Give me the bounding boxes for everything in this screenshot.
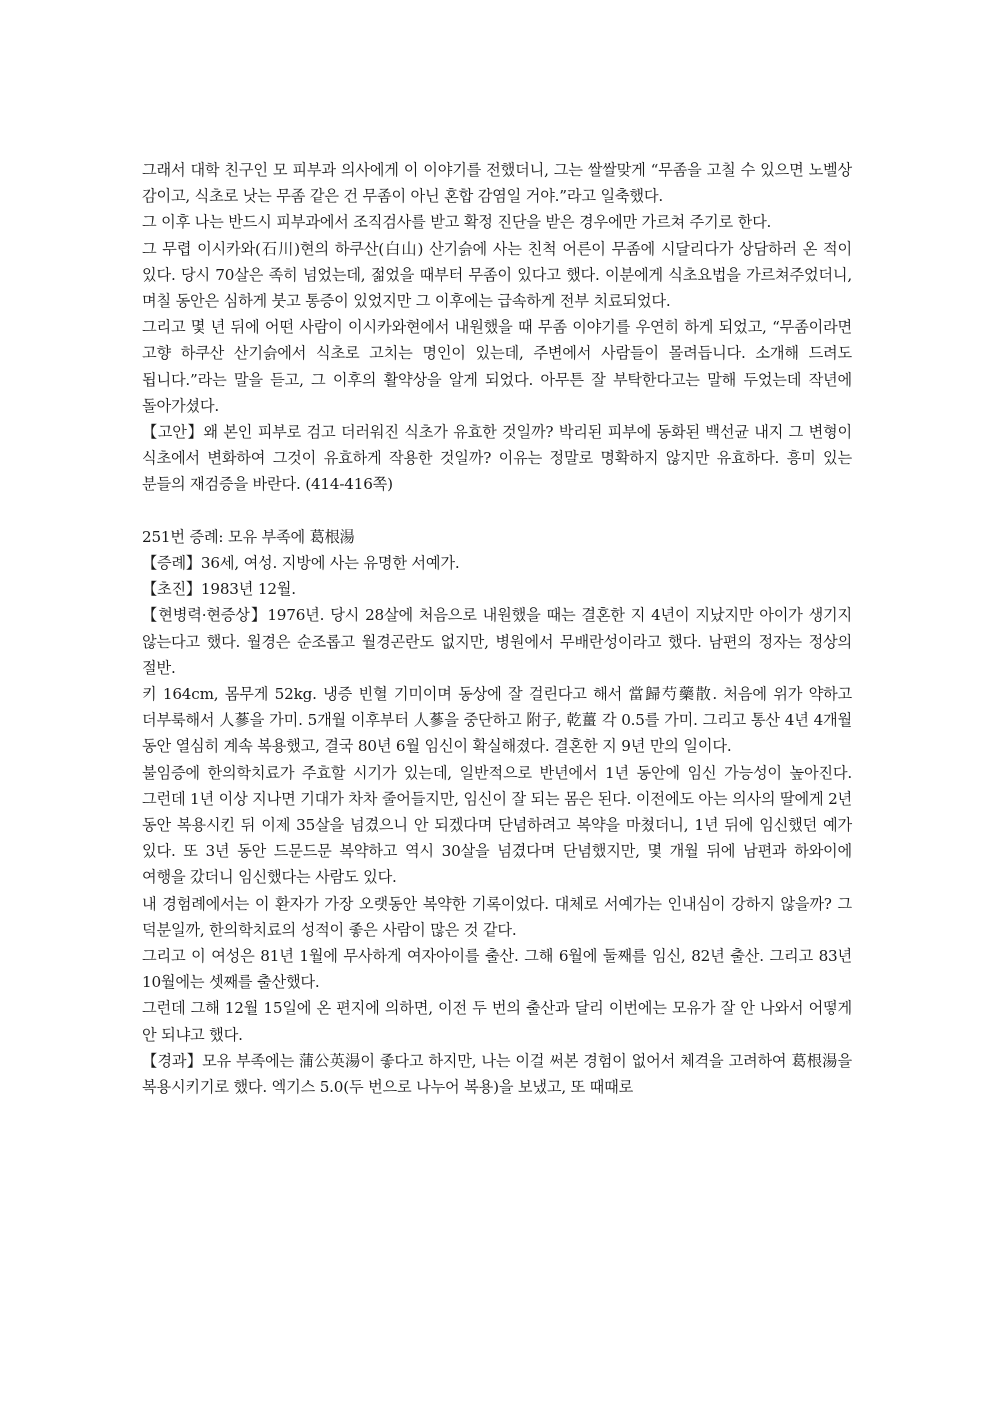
case-history: 【현병력·현증상】1976년. 당시 28살에 처음으로 내원했을 때는 결혼한 지 4년이 지났지만 아이가 생기지 않는다고 했다. 월경은 순조롭고 월경곤란도 없지만, 병원에서 무배란성이라고 했다. 남편의 정자는 정상의 절반. — [142, 606, 852, 677]
case-body-and-treatment: 키 164cm, 몸무게 52kg. 냉증 빈혈 기미이며 동상에 잘 걸린다고 해서 當歸芍藥散. 처음에 위가 약하고 더부룩해서 人蔘을 가미. 5개월 이후부터 人蔘을 중단하고 附子, 乾薑 각 0.5를 가미. 그리고 통산 4년 4개월 동안 열심히 계속 복용했고, 결국 80년 6월 임신이 확실해졌다. 결혼한 지 9년 만의 일이다. — [142, 685, 852, 756]
case-progress: 【경과】모유 부족에는 蒲公英湯이 좋다고 하지만, 나는 이걸 써본 경험이 없어서 체격을 고려하여 葛根湯을 복용시키기로 했다. 엑기스 5.0(두 번으로 나누어 복용)을 보냈고, 또 때때로 — [142, 1051, 852, 1097]
case-heading: 251번 증례: 모유 부족에 葛根湯 — [142, 527, 355, 546]
paragraph-births: 그리고 이 여성은 81년 1월에 무사하게 여자아이를 출산. 그해 6월에 둘째를 임신, 82년 출산. 그리고 83년 10월에는 셋째를 출산했다. — [142, 947, 852, 992]
paragraph-letter: 그런데 그해 12월 15일에 온 편지에 의하면, 이전 두 번의 출산과 달리 이번에는 모유가 잘 안 나와서 어떻게 안 되냐고 했다. — [142, 999, 852, 1044]
paragraph-longest-record: 내 경험례에서는 이 환자가 가장 오랫동안 복약한 기록이었다. 대체로 서예가는 인내심이 강하지 않을까? 그 덕분일까, 한의학치료의 성적이 좋은 사람이 많은 것 같다. — [142, 894, 852, 939]
document-page — [142, 157, 852, 1100]
paragraph-consideration: 【고안】왜 본인 피부로 검고 더러워진 식초가 유효한 것일까? 박리된 피부에 동화된 백선균 내지 그 변형이 식초에서 변화하여 그것이 유효하게 작용한 것일까? 이유는 정말로 명확하지 않지만 유효하다. 흥미 있는 분들의 재검증을 바란다. (414-416쪽) — [142, 423, 852, 494]
paragraph-biopsy-rule: 그 이후 나는 반드시 피부과에서 조직검사를 받고 확정 진단을 받은 경우에만 가르쳐 주기로 한다. — [142, 213, 772, 232]
case-first-visit: 【초진】1983년 12월. — [142, 580, 296, 599]
paragraph-relative-case: 그 무렵 이시카와(石川)현의 하쿠산(白山) 산기슭에 사는 친척 어른이 무좀에 시달리다가 상담하러 온 적이 있다. 당시 70살은 족히 넘었는데, 젊었을 때부터 무좀이 있다고 했다. 이분에게 식초요법을 가르쳐주었더니, 며칠 동안은 심하게 붓고 통증이 있었지만 그 이후에는 급속하게 전부 치료되었다. — [142, 239, 852, 311]
section-spacer — [142, 498, 852, 524]
paragraph-infertility-notes: 불임증에 한의학치료가 주효할 시기가 있는데, 일반적으로 반년에서 1년 동안에 임신 가능성이 높아진다. 그런데 1년 이상 지나면 기대가 차차 줄어들지만, 임신이 잘 되는 몸은 된다. 이전에도 아는 의사의 딸에게 2년 동안 복용시킨 뒤 이제 35살을 넘겼으니 안 되겠다며 단념하려고 복약을 마쳤더니, 1년 뒤에 임신했던 예가 있다. 또 3년 동안 드문드문 복약하고 역시 30살을 넘겼다며 단념했지만, 몇 개월 뒤에 남편과 하와이에 여행을 갔더니 임신했다는 사람도 있다. — [142, 763, 853, 887]
paragraph-dermatologist-reply: 그래서 대학 친구인 모 피부과 의사에게 이 이야기를 전했더니, 그는 쌀쌀맞게 “무좀을 고칠 수 있으면 노벨상 감이고, 식초로 낫는 무좀 같은 건 무좀이 아닌 혼합 감염일 거야.”라고 일축했다. — [142, 161, 852, 206]
case-patient: 【증례】36세, 여성. 지방에 사는 유명한 서예가. — [142, 554, 460, 573]
paragraph-hakusan-master: 그리고 몇 년 뒤에 어떤 사람이 이시카와현에서 내원했을 때 무좀 이야기를 우연히 하게 되었고, “무좀이라면 고향 하쿠산 산기슭에서 식초로 고치는 명인이 있는데, 주변에서 사람들이 몰려듭니다. 소개해 드려도 됩니다.”라는 말을 듣고, 그 이후의 활약상을 알게 되었다. 아무튼 잘 부탁한다고는 말해 두었는데 작년에 돌아가셨다. — [142, 318, 852, 415]
